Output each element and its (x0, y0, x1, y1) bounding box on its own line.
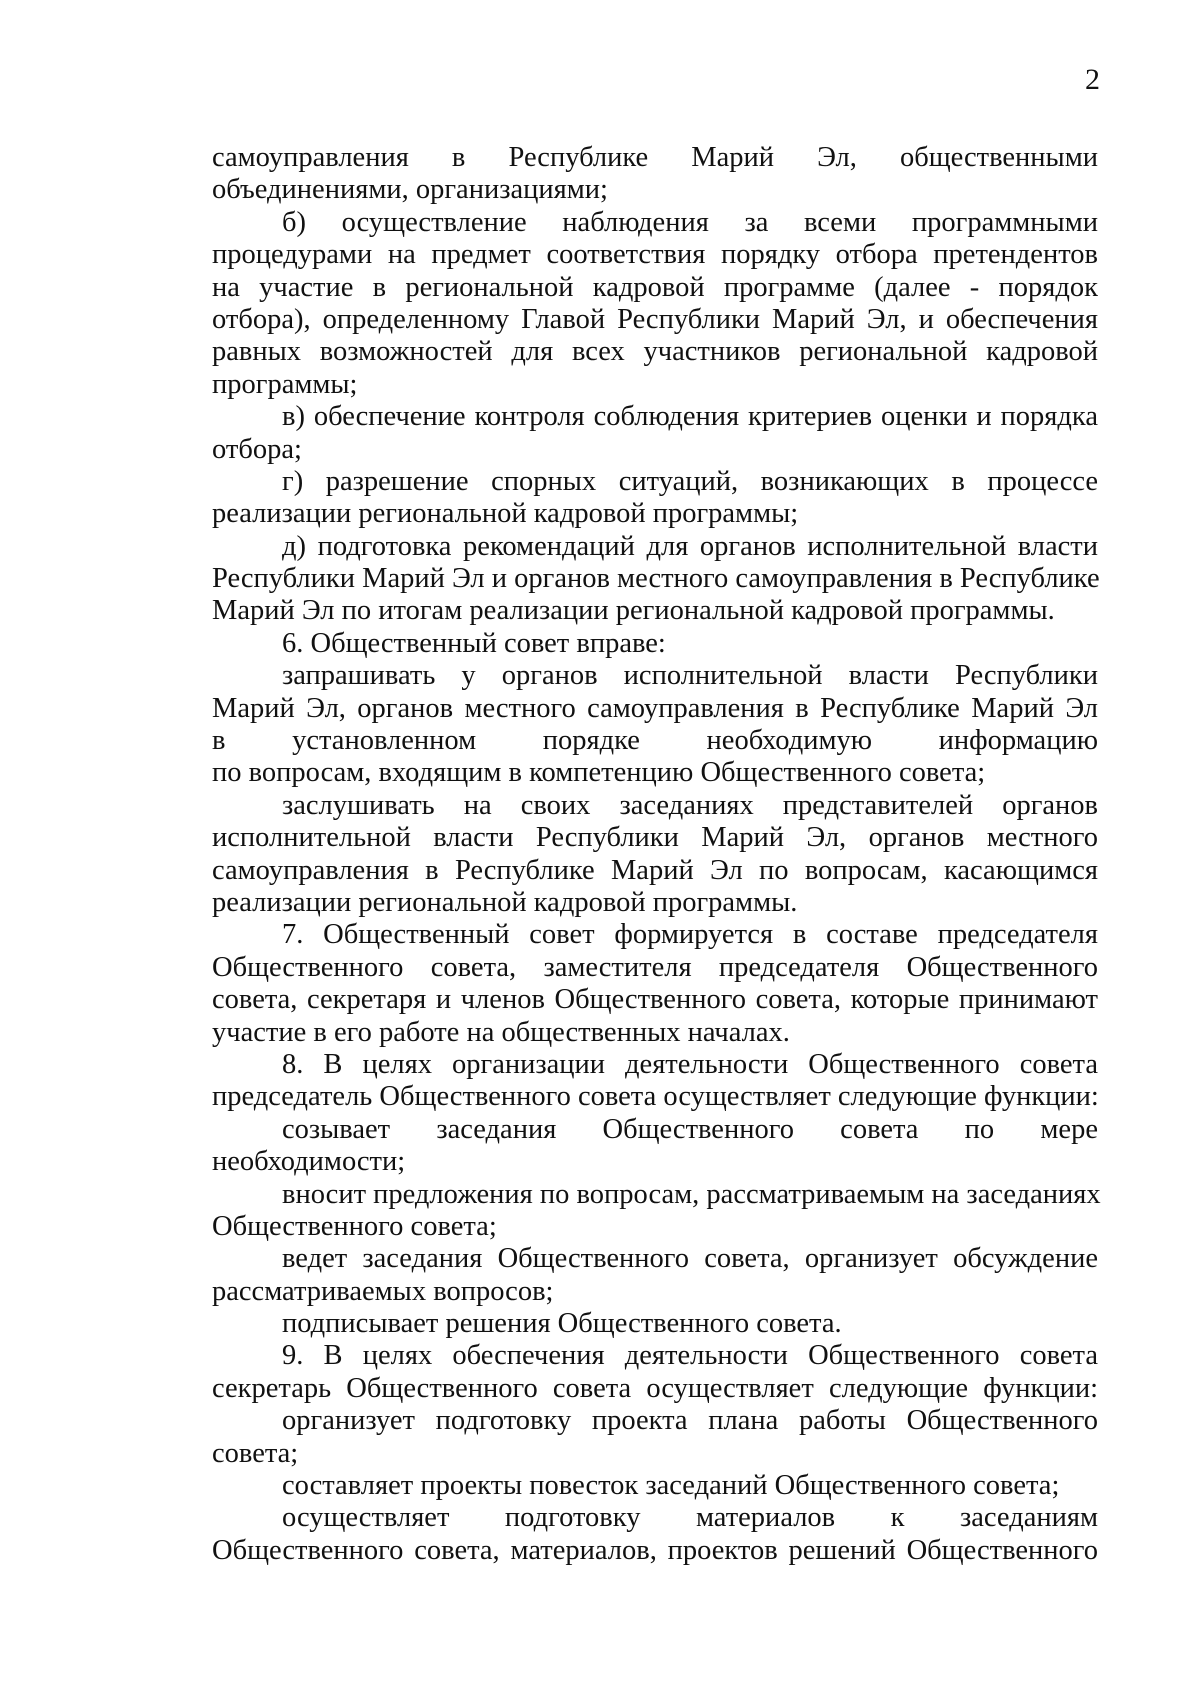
text-line: Марий Эл по итогам реализации региональной кадровой программы. (212, 595, 1055, 627)
text-line: на участие в региональной кадровой программе (далее - порядок (212, 271, 1098, 303)
text-line: подписывает решения Общественного совета. (282, 1308, 842, 1340)
text-line: 7. Общественный совет формируется в составе председателя (282, 919, 1098, 951)
text-line: Общественного совета, материалов, проектов решений Общественного (212, 1534, 1098, 1566)
text-line: 6. Общественный совет вправе: (282, 627, 666, 659)
text-line: отбора; (212, 433, 302, 465)
text-line: самоуправления в Республике Марий Эл, общественными (212, 142, 1098, 173)
text-line: Общественного совета; (212, 1210, 497, 1242)
text-line: в) обеспечение контроля соблюдения критериев оценки и порядка (282, 401, 1098, 433)
text-line: совета; (212, 1437, 299, 1469)
text-line: запрашивать у органов исполнительной власти Республики (282, 660, 1098, 692)
text-line: созывает заседания Общественного совета по мере (282, 1113, 1098, 1145)
text-line: б) осуществление наблюдения за всеми программными (282, 206, 1098, 238)
text-line: процедурами на предмет соответствия порядку отбора претендентов (212, 239, 1098, 271)
text-line: объединениями, организациями; (212, 174, 608, 206)
text-line: Республики Марий Эл и органов местного самоуправления в Республике (212, 563, 1100, 595)
document-body (212, 142, 1101, 1567)
text-line: ведет заседания Общественного совета, организует обсуждение (282, 1243, 1098, 1275)
text-line: исполнительной власти Республики Марий Эл, органов местного (212, 822, 1098, 854)
text-line: председатель Общественного совета осуществляет следующие функции: (212, 1081, 1099, 1113)
text-line: вносит предложения по вопросам, рассматриваемым на заседаниях (282, 1178, 1101, 1210)
text-line: 8. В целях организации деятельности Общественного совета (282, 1048, 1098, 1080)
text-line: по вопросам, входящим в компетенцию Общественного совета; (212, 757, 986, 789)
text-line: программы; (212, 368, 358, 400)
text-line: д) подготовка рекомендаций для органов исполнительной власти (282, 530, 1098, 562)
text-line: отбора), определенному Главой Республики Марий Эл, и обеспечения (212, 303, 1098, 335)
page-number: 2 (1085, 63, 1100, 96)
text-line: Марий Эл, органов местного самоуправления в Республике Марий Эл (212, 692, 1098, 724)
text-line: осуществляет подготовку материалов к заседаниям (282, 1502, 1098, 1534)
text-line: самоуправления в Республике Марий Эл по вопросам, касающимся (212, 854, 1098, 886)
text-line: г) разрешение спорных ситуаций, возникающих в процессе (282, 465, 1098, 497)
text-line: рассматриваемых вопросов; (212, 1275, 554, 1307)
text-line: совета, секретаря и членов Общественного совета, которые принимают (212, 984, 1098, 1016)
text-line: участие в его работе на общественных началах. (212, 1016, 790, 1048)
text-line: в установленном порядке необходимую информацию (212, 725, 1098, 757)
text-line: составляет проекты повесток заседаний Общественного совета; (282, 1470, 1060, 1502)
text-line: реализации региональной кадровой программы. (212, 886, 798, 918)
text-line: организует подготовку проекта плана работы Общественного (282, 1405, 1098, 1437)
text-line: секретарь Общественного совета осуществляет следующие функции: (212, 1372, 1098, 1404)
text-line: равных возможностей для всех участников региональной кадровой (212, 336, 1098, 368)
text-line: необходимости; (212, 1146, 406, 1178)
text-line: 9. В целях обеспечения деятельности Общественного совета (282, 1340, 1098, 1372)
text-line: Общественного совета, заместителя председателя Общественного (212, 951, 1098, 983)
text-line: заслушивать на своих заседаниях представителей органов (282, 789, 1098, 821)
text-line: реализации региональной кадровой программы; (212, 498, 799, 530)
